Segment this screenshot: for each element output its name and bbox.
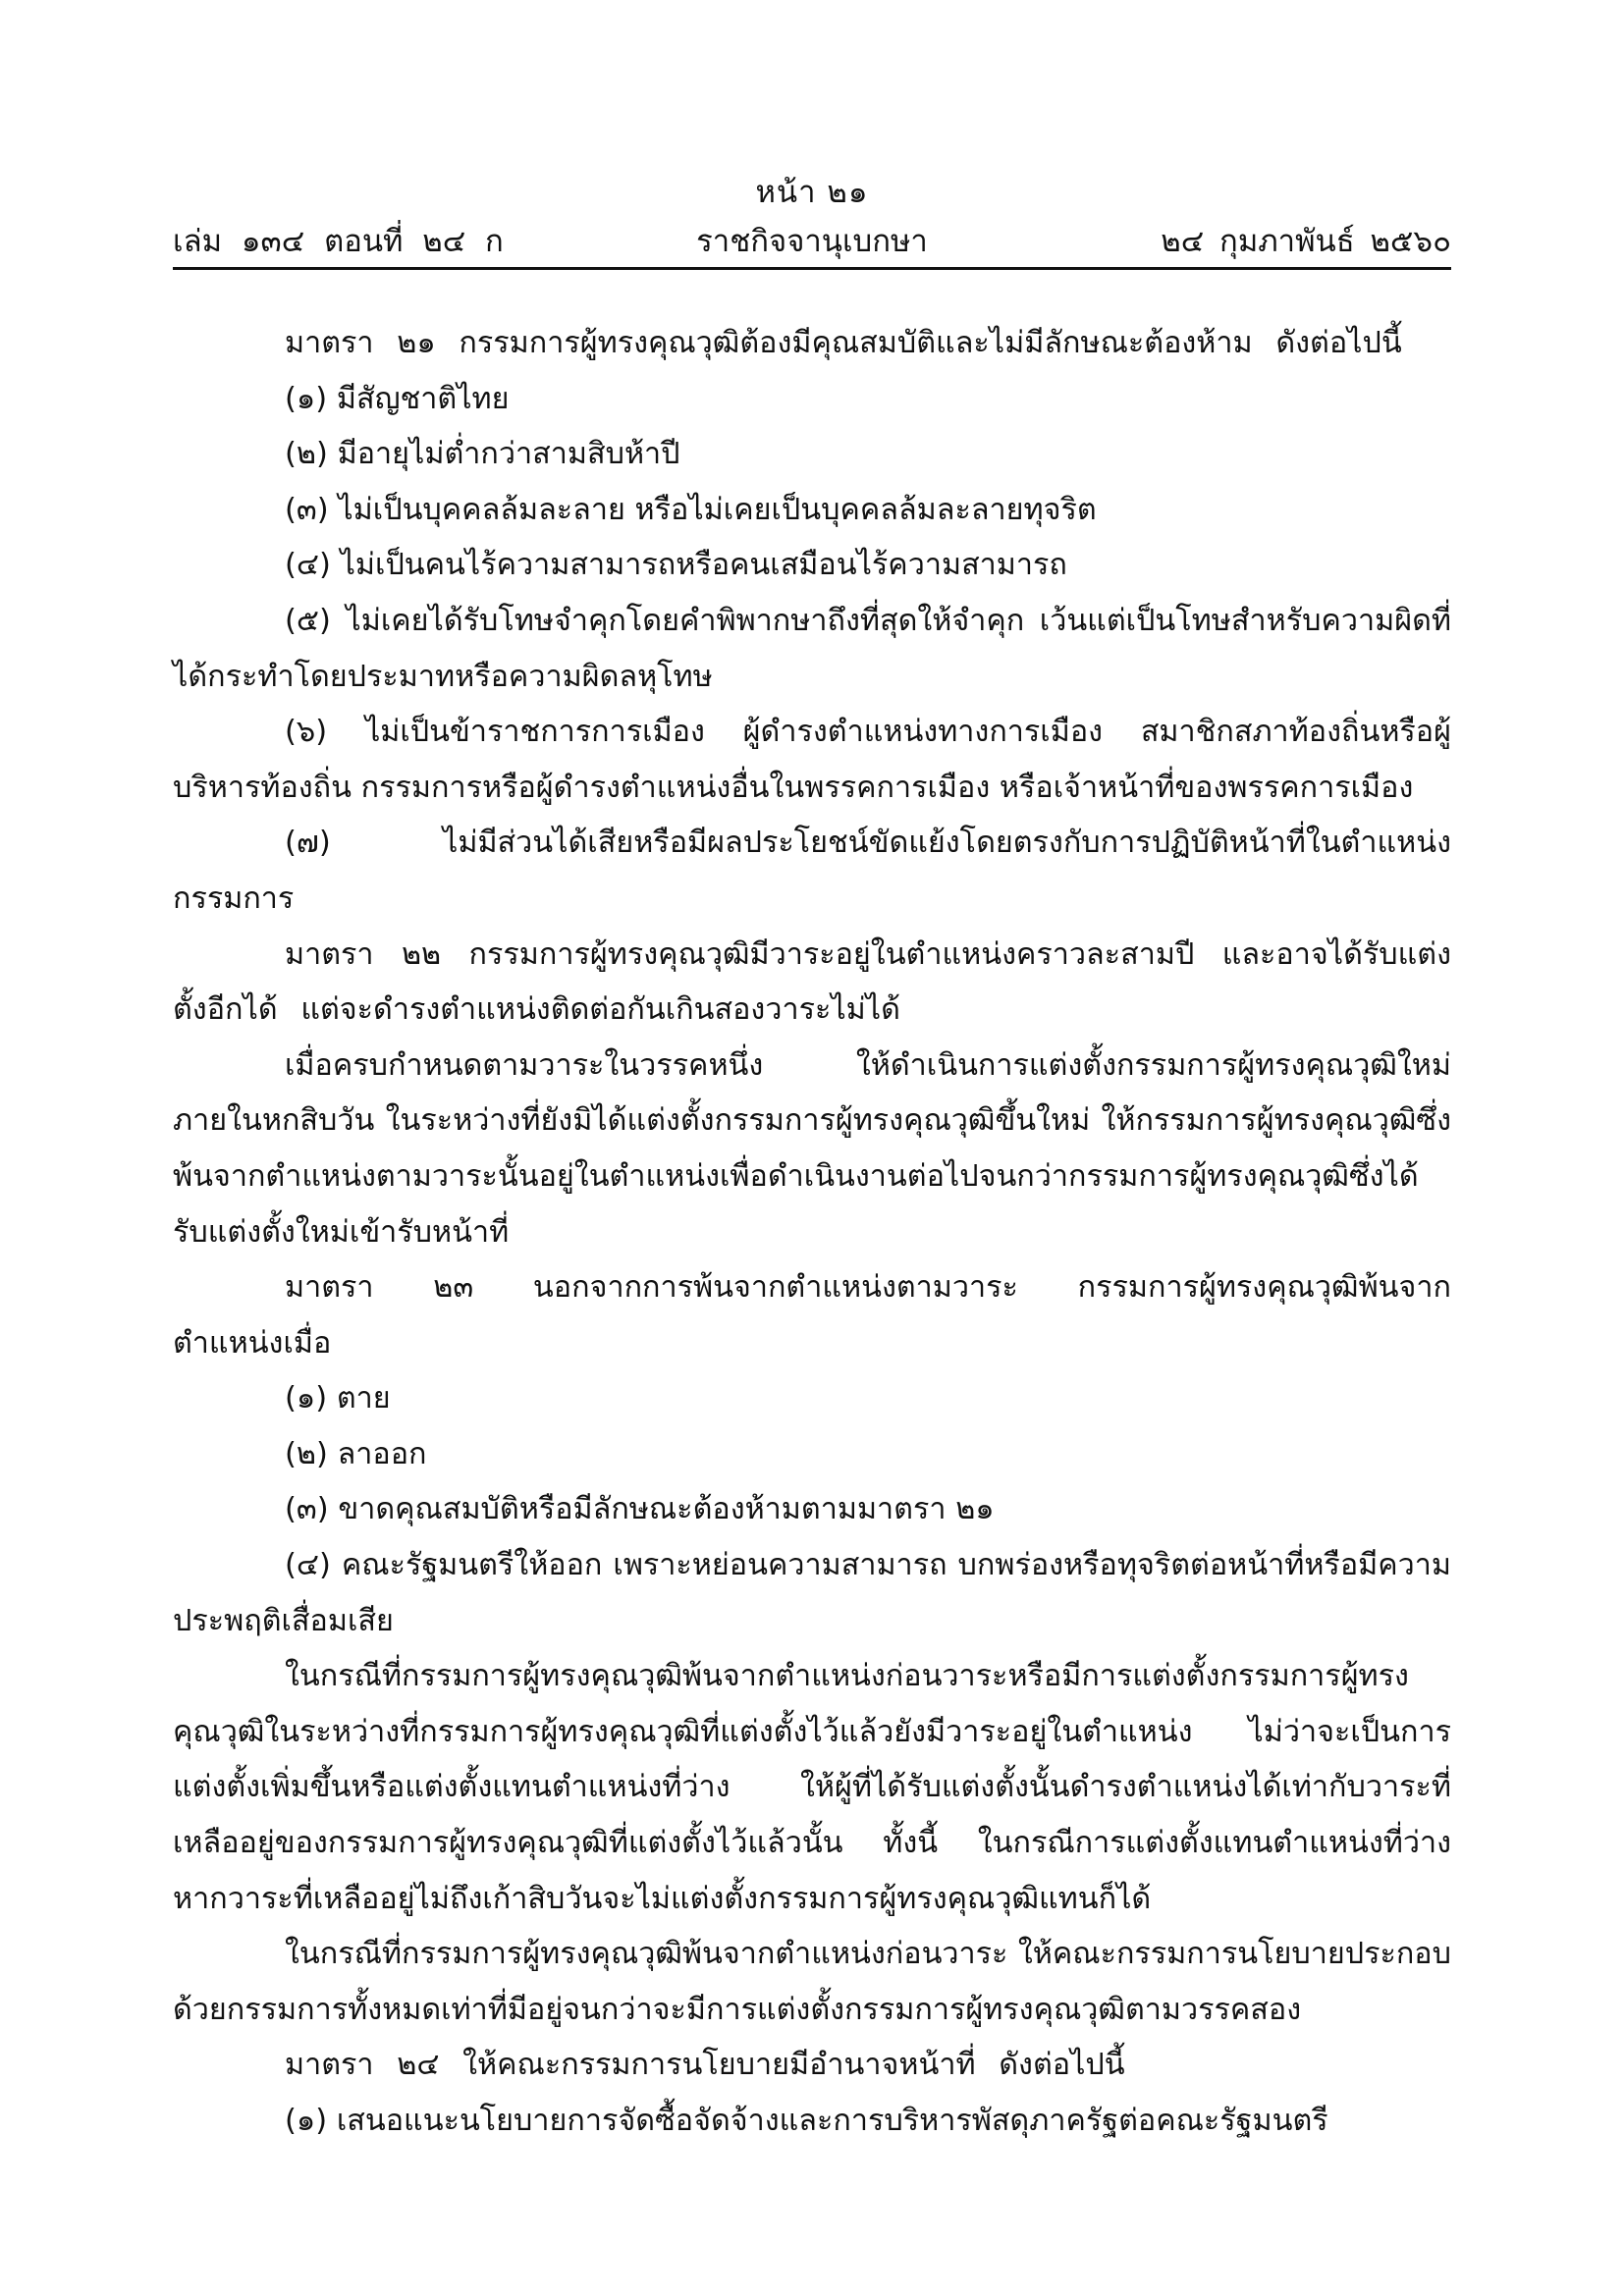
document-body: [173, 316, 1451, 2150]
section-21-item-4: (๔) ไม่เป็นคนไร้ความสามารถหรือคนเสมือนไร้ความสามารถ: [285, 548, 1067, 583]
volume-issue: เล่ม ๑๓๔ ตอนที่ ๒๔ ก: [173, 224, 504, 259]
section-23-heading: มาตรา ๒๓ นอกจากการพ้นจากตำแหน่งตามวาระ กรรมการผู้ทรงคุณวุฒิพ้นจากตำแหน่งเมื่อ: [173, 1270, 1451, 1361]
section-21-heading: มาตรา ๒๑ กรรมการผู้ทรงคุณวุฒิต้องมีคุณสมบัติและไม่มีลักษณะต้องห้าม ดังต่อไปนี้: [285, 326, 1402, 360]
header-divider: [173, 267, 1451, 270]
section-23-item-1: (๑) ตาย: [285, 1381, 391, 1416]
section-24-item-1: (๑) เสนอแนะนโยบายการจัดซื้อจัดจ้างและการบริหารพัสดุภาครัฐต่อคณะรัฐมนตรี: [285, 2104, 1328, 2138]
section-21-item-2: (๒) มีอายุไม่ต่ำกว่าสามสิบห้าปี: [285, 437, 680, 472]
section-21-item-1: (๑) มีสัญชาติไทย: [285, 381, 510, 416]
section-24-heading: มาตรา ๒๔ ให้คณะกรรมการนโยบายมีอำนาจหน้าที่ ดังต่อไปนี้: [285, 2048, 1125, 2083]
section-21-item-7: (๗) ไม่มีส่วนได้เสียหรือมีผลประโยชน์ขัดแย้งโดยตรงกับการปฏิบัติหน้าที่ในตำแหน่งกรรมการ: [173, 826, 1451, 916]
section-23-item-2: (๒) ลาออก: [285, 1436, 427, 1471]
section-21-item-6: (๖) ไม่เป็นข้าราชการการเมือง ผู้ดำรงตำแหน่งทางการเมือง สมาชิกสภาท้องถิ่นหรือผู้บริหารท้องถิ่น กรรมการหรือผู้ดำรงตำแหน่งอื่นในพรรคการเมือง หรือเจ้าหน้าที่ของพรรคการเมือง: [173, 715, 1451, 805]
section-22: มาตรา ๒๒ กรรมการผู้ทรงคุณวุฒิมีวาระอยู่ในตำแหน่งคราวละสามปี และอาจได้รับแต่งตั้งอีกได้ แต่จะดำรงตำแหน่งติดต่อกันเกินสองวาระไม่ได้: [173, 936, 1451, 1028]
page-number: หน้า ๒๑: [755, 175, 869, 210]
section-21-item-3: (๓) ไม่เป็นบุคคลล้มละลาย หรือไม่เคยเป็นบุคคลล้มละลายทุจริต: [285, 492, 1097, 527]
section-21-item-5: (๕) ไม่เคยได้รับโทษจำคุกโดยคำพิพากษาถึงที่สุดให้จำคุก เว้นแต่เป็นโทษสำหรับความผิดที่ได้กระทำโดยประมาทหรือความผิดลหุโทษ: [173, 603, 1451, 694]
publication-name: ราชกิจจานุเบกษา: [696, 224, 928, 259]
running-header: [173, 216, 1451, 259]
section-23-paragraph-3: ในกรณีที่กรรมการผู้ทรงคุณวุฒิพ้นจากตำแหน่งก่อนวาระ ให้คณะกรรมการนโยบายประกอบด้วยกรรมการทั้งหมดเท่าที่มีอยู่จนกว่าจะมีการแต่งตั้งกรรมการผู้ทรงคุณวุฒิตามวรรคสอง: [173, 1937, 1451, 2027]
section-23-item-4: (๔) คณะรัฐมนตรีให้ออก เพราะหย่อนความสามารถ บกพร่องหรือทุจริตต่อหน้าที่หรือมีความประพฤติเสื่อมเสีย: [173, 1548, 1451, 1638]
publication-date: ๒๔ กุมภาพันธ์ ๒๕๖๐: [1161, 224, 1451, 259]
section-23-paragraph-2: ในกรณีที่กรรมการผู้ทรงคุณวุฒิพ้นจากตำแหน่งก่อนวาระหรือมีการแต่งตั้งกรรมการผู้ทรงคุณวุฒิในระหว่างที่กรรมการผู้ทรงคุณวุฒิที่แต่งตั้งไว้แล้วยังมีวาระอยู่ในตำแหน่ง ไม่ว่าจะเป็นการแต่งตั้งเพิ่มขึ้นหรือแต่งตั้งแทนตำแหน่งที่ว่าง ให้ผู้ที่ได้รับแต่งตั้งนั้นดำรงตำแหน่งได้เท่ากับวาระที่เหลืออยู่ของกรรมการผู้ทรงคุณวุฒิที่แต่งตั้งไว้แล้วนั้น ทั้งนี้ ในกรณีการแต่งตั้งแทนตำแหน่งที่ว่าง หากวาระที่เหลืออยู่ไม่ถึงเก้าสิบวันจะไม่แต่งตั้งกรรมการผู้ทรงคุณวุฒิแทนก็ได้: [173, 1659, 1451, 1916]
section-23-item-3: (๓) ขาดคุณสมบัติหรือมีลักษณะต้องห้ามตามมาตรา ๒๑: [285, 1492, 995, 1527]
section-22-paragraph-2: เมื่อครบกำหนดตามวาระในวรรคหนึ่ง ให้ดำเนินการแต่งตั้งกรรมการผู้ทรงคุณวุฒิใหม่ภายในหกสิบวัน ในระหว่างที่ยังมิได้แต่งตั้งกรรมการผู้ทรงคุณวุฒิขึ้นใหม่ ให้กรรมการผู้ทรงคุณวุฒิซึ่งพ้นจากตำแหน่งตามวาระนั้นอยู่ในตำแหน่งเพื่อดำเนินงานต่อไปจนกว่ากรรมการผู้ทรงคุณวุฒิซึ่งได้รับแต่งตั้งใหม่เข้ารับหน้าที่: [173, 1047, 1451, 1250]
